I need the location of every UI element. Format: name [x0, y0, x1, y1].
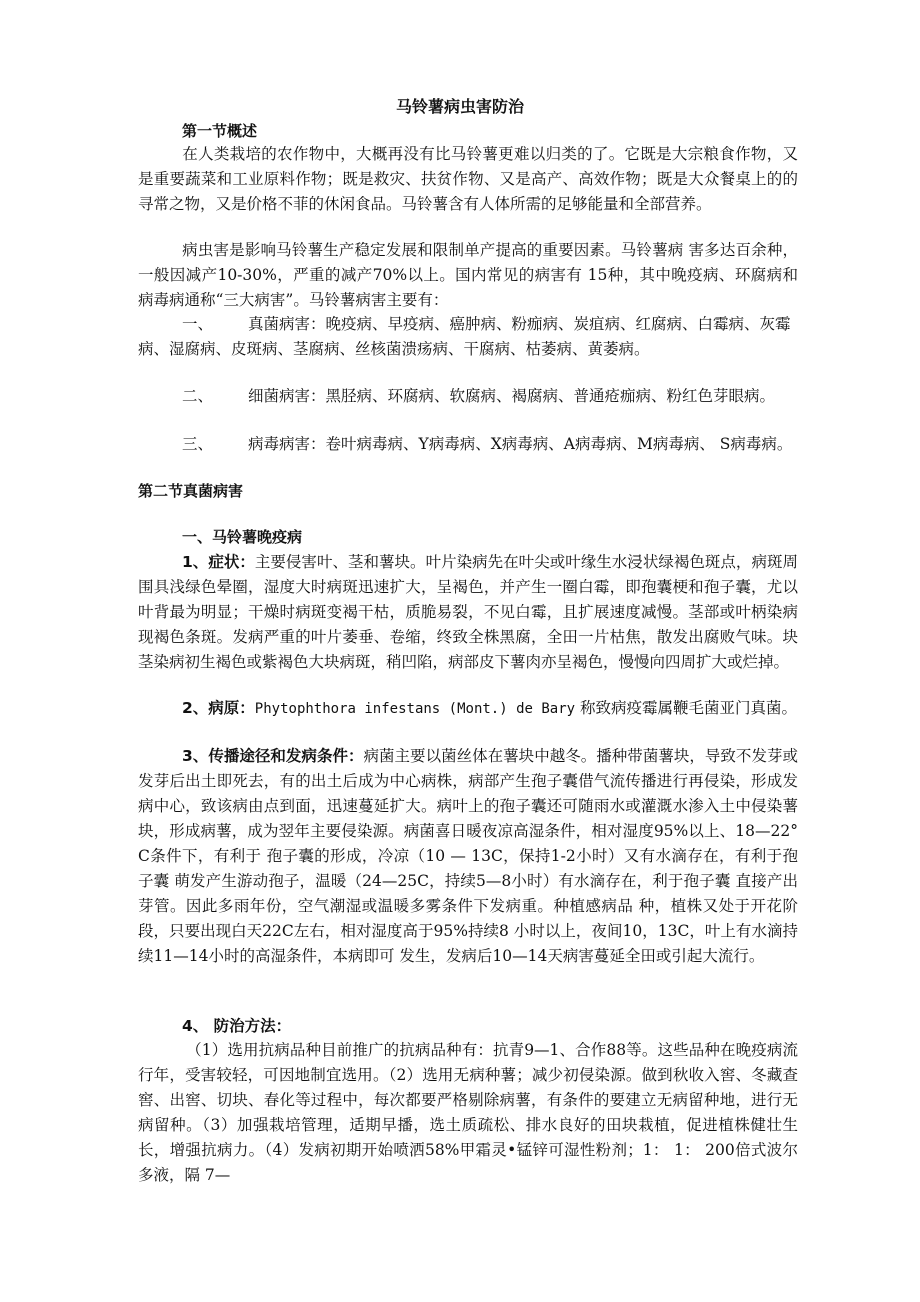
list-text: 细菌病害：黑胫病、环腐病、软腐病、褐腐病、普通疮痂病、粉红色芽眼病。 [248, 387, 776, 405]
paragraph-label: 4、 防治方法： [182, 1017, 292, 1035]
disease-list-item [138, 384, 798, 409]
paragraph-overview-1 [138, 142, 798, 217]
paragraph-text: （1）选用抗病品种目前推广的抗病品种有：抗青9—1、合作88等。这些品种在晚疫病流行年，受害较轻，可因地制宜选用。（2）选用无病种薯；减少初侵染源。做到秋收入窖、冬藏查窖、出窖、切块、春化等过程中，每次都要严格剔除病薯，有条件的要建立无病留种地，进行无病留种。（3）加强栽培管理，适期早播，选土质疏松、排水良好的田块栽植，促进植株健壮生长，增强抗病力。（4）发病初期开始喷洒58%甲霜灵•锰锌可湿性粉剂；1： 1： 200倍式波尔多液，隔 7— [138, 1041, 798, 1184]
paragraph-label: 3、传播途径和发病条件： [182, 747, 364, 765]
list-text: 真菌病害：晚疫病、早疫病、癌肿病、粉痂病、炭疽病、红腐病、白霉病、灰霉病、湿腐病、皮斑病、茎腐病、丝核菌溃疡病、干腐病、枯萎病、黄萎病。 [138, 315, 791, 358]
pathogen-latin-name: Phytophthora infestans (Mont.) de Bary [254, 701, 576, 717]
subsection-late-blight-heading: 一、马铃薯晚疫病 [182, 528, 303, 546]
paragraph-transmission [138, 744, 798, 969]
document-title: 马铃薯病虫害防治 [395, 97, 524, 116]
section-2-heading: 第二节真菌病害 [138, 482, 244, 500]
list-text: 病毒病害：卷叶病毒病、Y病毒病、X病毒病、A病毒病、M病毒病、 S病毒病。 [248, 435, 793, 453]
paragraph-text: 称致病疫霉属鞭毛菌亚门真菌。 [580, 699, 798, 717]
list-number: 二、 [182, 387, 214, 405]
paragraph-label: 2、病原： [182, 699, 255, 717]
paragraph-label: 1、症状： [182, 553, 255, 571]
section-1-heading: 第一节概述 [182, 122, 258, 140]
paragraph-text: 病菌主要以菌丝体在薯块中越冬。播种带菌薯块，导致不发芽或发芽后出土即死去，有的出土后成为中心病株，病部产生孢子囊借气流传播进行再侵染，形成发病中心，致该病由点到面，迅速蔓延扩大。病叶上的孢子囊还可随雨水或灌溉水渗入土中侵染薯块，形成病薯，成为翌年主要侵染源。病菌喜日暖夜凉高湿条件，相对湿度95%以上、18—22° C条件下，有利于 孢子囊的形成，冷凉（10 — 13C，保持1-2小时）又有水滴存在，有利于孢子囊 萌发产生游动孢子，温暖（24—25C，持续5—8小时）有水滴存在，利于孢子囊 直接产出芽管。因此多雨年份，空气潮湿或温暖多雾条件下发病重。种植感病品 种，植株又处于开花阶段，只要出现白天22C左右，相对湿度高于95%持续8 小时以上，夜间10，13C，叶上有水滴持续11—14小时的高湿条件，本病即可 发生，发病后10—14天病害蔓延全田或引起大流行。 [138, 747, 798, 965]
disease-list-item [138, 432, 798, 457]
paragraph-text: 主要侵害叶、茎和薯块。叶片染病先在叶尖或叶缘生水浸状绿褐色斑点，病斑周围具浅绿色晕圈，湿度大时病斑迅速扩大，呈褐色，并产生一圈白霉，即孢囊梗和孢子囊，尤以叶背最为明显；干燥时病斑变褐干枯，质脆易裂，不见白霉，且扩展速度减慢。茎部或叶柄染病现褐色条斑。发病严重的叶片萎垂、卷缩，终致全株黑腐，全田一片枯焦，散发出腐败气味。块茎染病初生褐色或紫褐色大块病斑，稍凹陷，病部皮下薯肉亦呈褐色，慢慢向四周扩大或烂掉。 [138, 553, 798, 671]
paragraph-text: 病虫害是影响马铃薯生产稳定发展和限制单产提高的重要因素。马铃薯病 害多达百余种，一般因减产10-30%，严重的减产70%以上。国内常见的病害有 15种，其中晚疫病、环腐病和病毒病通称“三大病害”。马铃薯病害主要有： [138, 241, 798, 309]
disease-list-item [138, 312, 798, 362]
list-number: 三、 [182, 435, 214, 453]
paragraph-control-heading [138, 1014, 798, 1039]
paragraph-symptoms [138, 550, 798, 675]
list-number: 一、 [182, 315, 214, 333]
paragraph-control-methods [138, 1038, 798, 1188]
paragraph-pathogen [138, 696, 798, 722]
paragraph-overview-2 [138, 238, 798, 313]
paragraph-text: 在人类栽培的农作物中，大概再没有比马铃薯更难以归类的了。它既是大宗粮食作物，又是重要蔬菜和工业原料作物；既是救灾、扶贫作物、又是高产、高效作物；既是大众餐桌上的的寻常之物，又是价格不菲的休闲食品。马铃薯含有人体所需的足够能量和全部营养。 [138, 145, 798, 213]
